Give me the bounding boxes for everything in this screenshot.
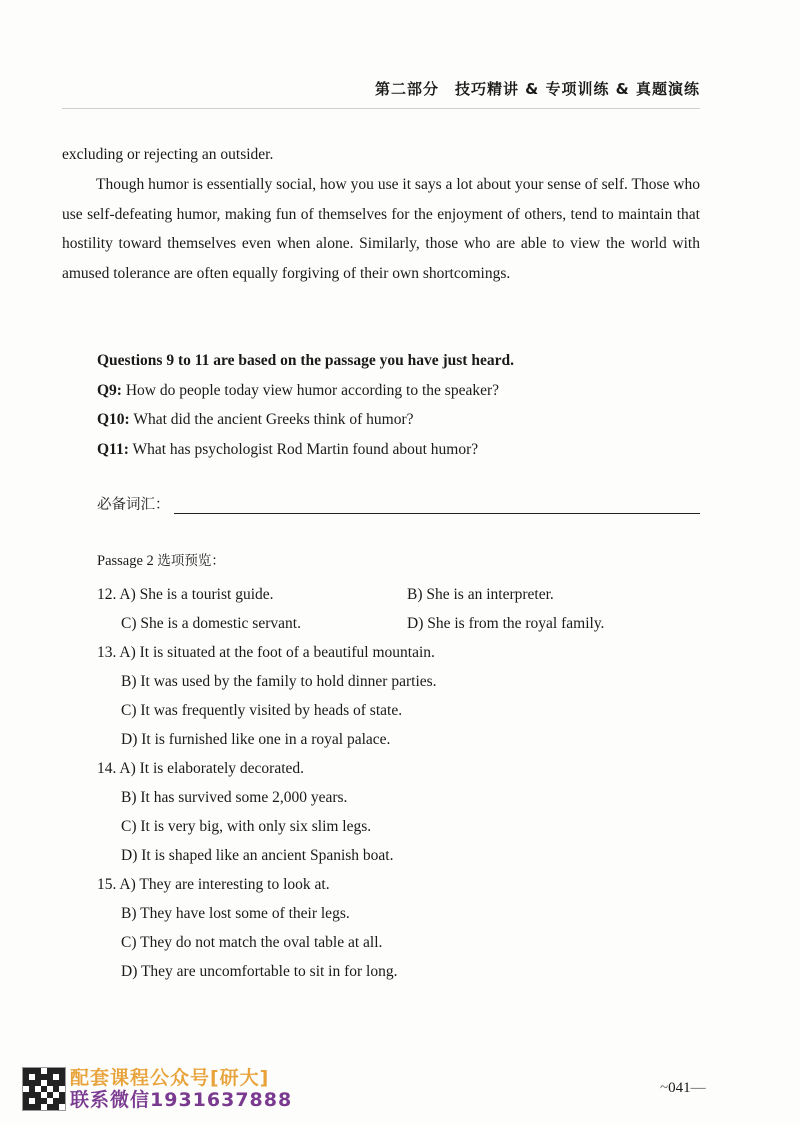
promo-text (70, 1067, 292, 1111)
option-row-q12-ab (97, 580, 700, 609)
question-item (97, 435, 514, 465)
question-text: What has psychologist Rod Martin found about humor? (128, 440, 479, 458)
preview-label-en: Passage 2 (97, 553, 158, 569)
option-row (97, 812, 700, 841)
page-number (660, 1080, 706, 1097)
option-q13-b: B) It was used by the family to hold dinner parties. (121, 673, 437, 690)
option-row (97, 870, 700, 899)
option-row (97, 754, 700, 783)
question-item (97, 376, 514, 406)
question-number: Q9: (97, 381, 122, 399)
option-q13-a: 13. A) It is situated at the foot of a beautiful mountain. (97, 644, 435, 661)
promo-line-2: 联系微信1931637888 (70, 1089, 293, 1111)
qr-code-icon (22, 1067, 66, 1111)
option-q12-d: D) She is from the royal family. (407, 615, 605, 632)
option-q12-a: 12. A) She is a tourist guide. (97, 586, 274, 603)
option-row (97, 725, 700, 754)
option-q15-b: B) They have lost some of their legs. (121, 905, 350, 922)
question-number: Q10: (97, 411, 130, 428)
promo-badge (22, 1067, 292, 1111)
option-row (97, 928, 700, 957)
option-q14-c: C) It is very big, with only six slim legs. (121, 818, 372, 835)
page-number-dash-left: ~ (660, 1080, 669, 1096)
option-row-q12-cd (97, 609, 700, 638)
option-row (97, 841, 700, 870)
passage-preview-label (97, 549, 225, 570)
question-number: Q11: (97, 440, 129, 458)
option-q12-b: B) She is an interpreter. (407, 586, 554, 603)
questions-title: Questions 9 to 11 are based on the passage you have just heard. (97, 352, 514, 369)
option-row (97, 696, 700, 725)
section-header: 第二部分 技巧精讲 & 专项训练 & 真题演练 (374, 80, 700, 98)
option-q13-c: C) It was frequently visited by heads of state. (121, 702, 403, 719)
option-q15-d: D) They are uncomfortable to sit in for long. (121, 963, 398, 980)
options-list (97, 580, 700, 986)
option-row (97, 783, 700, 812)
questions-block (97, 346, 514, 464)
question-text: How do people today view humor according to the speaker? (121, 381, 500, 399)
option-q14-b: B) It has survived some 2,000 years. (121, 789, 348, 806)
question-text: What did the ancient Greeks think of humor? (129, 411, 414, 428)
page-number-dash-right: — (690, 1080, 706, 1096)
passage-continuation: excluding or rejecting an outsider. (62, 146, 274, 163)
option-q15-a: 15. A) They are interesting to look at. (97, 876, 330, 893)
option-row (97, 667, 700, 696)
option-row (97, 899, 700, 928)
passage-paragraph: Though humor is essentially social, how you use it says a lot about your sense of self. Those who use self-defeating humor, making fun of themselves for the enjoyment of others, tend to maintain that hostility toward themselves even when alone. Similarly, those who are able to view the world with amused tolerance are often equally forgiving of their own shortcomings. (62, 176, 700, 282)
option-q15-c: C) They do not match the oval table at all. (121, 934, 383, 951)
preview-label-zh: 选项预览： (157, 553, 225, 569)
option-row (97, 957, 700, 986)
promo-line-1: 配套课程公众号[研大] (70, 1067, 270, 1089)
vocab-field (97, 491, 700, 514)
page-number-value: 041 (668, 1080, 691, 1096)
option-q14-a: 14. A) It is elaborately decorated. (97, 760, 305, 777)
header-divider (62, 108, 700, 109)
vocab-blank-line[interactable] (174, 491, 701, 514)
vocab-label: 必备词汇： (97, 497, 170, 513)
option-q12-c: C) She is a domestic servant. (121, 615, 301, 632)
option-q14-d: D) It is shaped like an ancient Spanish boat. (121, 847, 394, 864)
option-row (97, 638, 700, 667)
question-item (97, 405, 514, 435)
option-q13-d: D) It is furnished like one in a royal palace. (121, 731, 391, 748)
